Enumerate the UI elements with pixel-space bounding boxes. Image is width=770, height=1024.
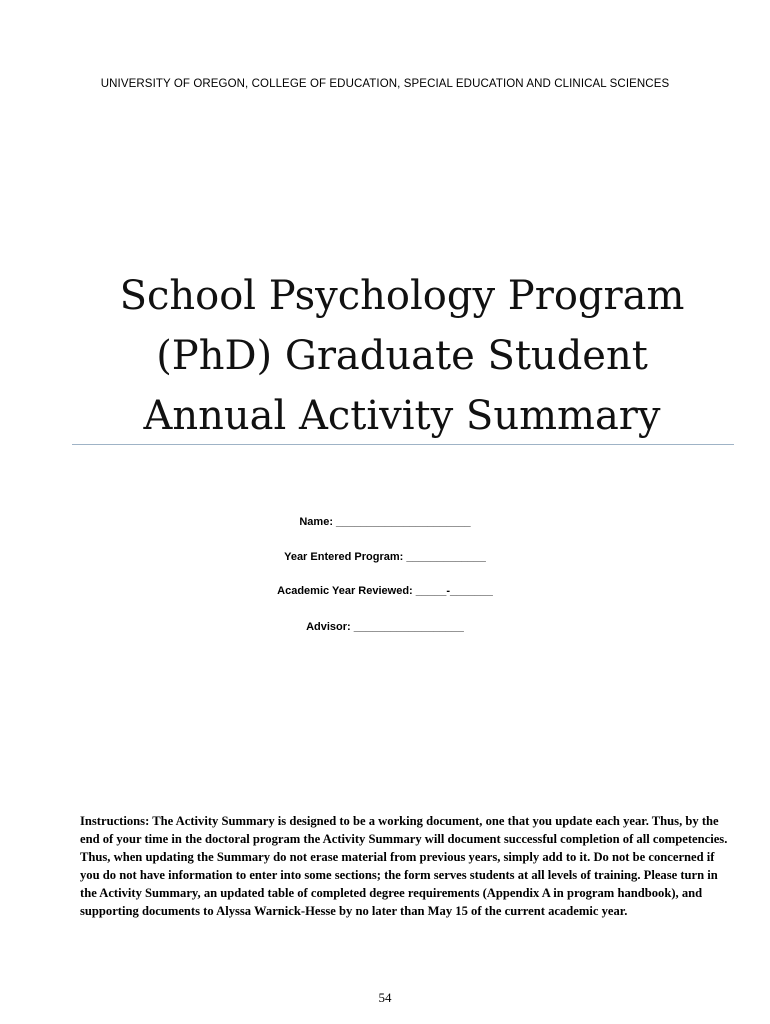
document-title (70, 266, 734, 446)
academic-year-field (0, 585, 770, 597)
title-line-2: (PhD) Graduate Student (156, 333, 648, 379)
title-line-3: Annual Activity Summary (143, 393, 661, 439)
name-field (0, 516, 770, 528)
name-label: Name: (299, 516, 333, 528)
academic-year-label: Academic Year Reviewed: (277, 585, 413, 597)
instructions-paragraph: Instructions: The Activity Summary is designed to be a working document, one that you update each year. Thus, by the end of your time in the doctoral program the Activity Summary will document successful completion of all competencies. Thus, when updating the Summary do not erase material from previous years, simply add to it. Do not be concerned if you do not have information to enter into some sections; the form serves students at all levels of training. Please turn in the Activity Summary, an updated table of completed degree requirements (Appendix A in program handbook), and supporting documents to Alyssa Warnick-Hesse by no later than May 15 of the current academic year. (80, 814, 728, 918)
advisor-field (0, 621, 770, 633)
year-entered-label: Year Entered Program: (284, 551, 404, 563)
academic-year-blank[interactable]: _____-_______ (415, 585, 493, 597)
year-entered-field (0, 551, 770, 563)
advisor-blank[interactable]: __________________ (353, 621, 464, 633)
title-divider (72, 444, 734, 445)
advisor-label: Advisor: (306, 621, 351, 633)
year-entered-blank[interactable]: _____________ (406, 551, 486, 563)
name-blank[interactable]: ______________________ (336, 516, 471, 528)
title-line-1: School Psychology Program (119, 273, 685, 319)
page-number: 54 (378, 990, 392, 1005)
institution-header: UNIVERSITY OF OREGON, COLLEGE OF EDUCATION, SPECIAL EDUCATION AND CLINICAL SCIENCES (100, 78, 670, 90)
